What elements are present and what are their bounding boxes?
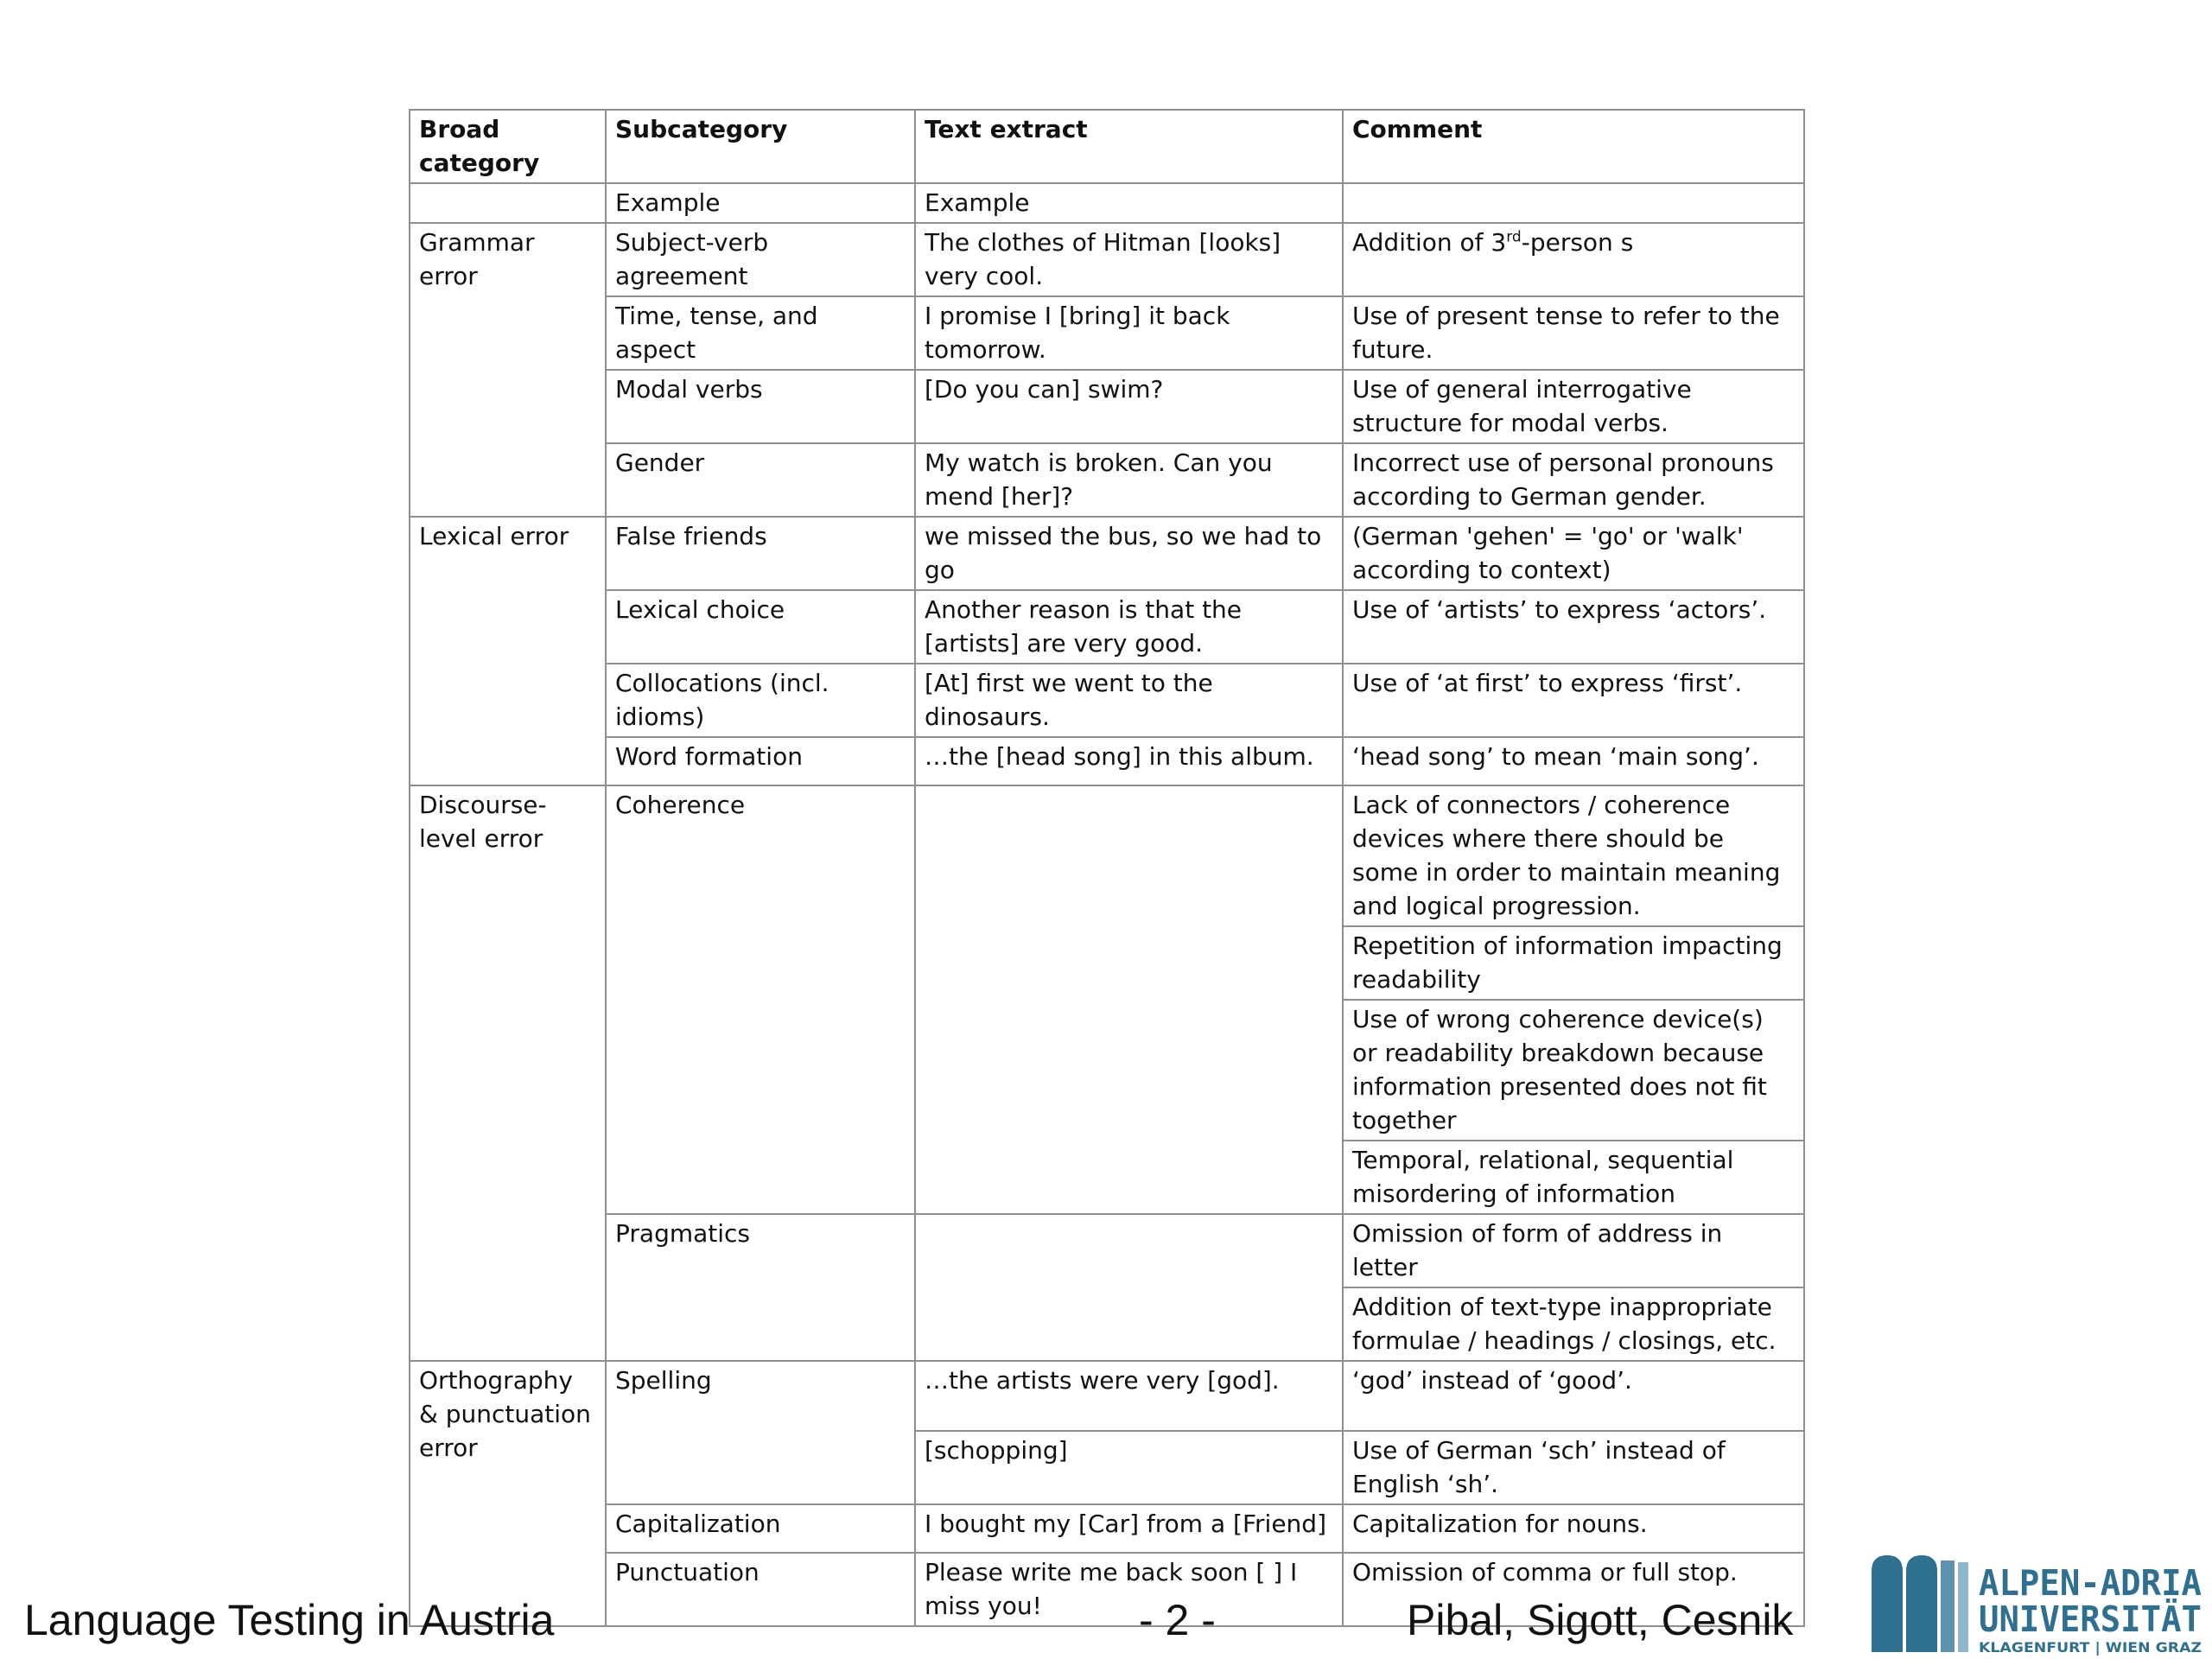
table-header-row — [410, 110, 1804, 183]
cell-subcategory: Time, tense, and aspect — [606, 296, 915, 370]
footer-authors: Pibal, Sigott, Cesnik — [1407, 1596, 1794, 1644]
table-row — [410, 1361, 1804, 1431]
cell-comment: Use of German ‘sch’ instead of English ‘sh’. — [1343, 1431, 1804, 1504]
cell-broad-category-discourse: Discourse-level error — [410, 785, 606, 1361]
cell-empty — [410, 183, 606, 223]
cell-text-extract: Please write me back soon [ ] I miss you! — [915, 1553, 1343, 1626]
ordinal-superscript: rd — [1506, 228, 1522, 246]
cell-subcategory: Pragmatics — [606, 1214, 915, 1361]
university-logo — [1868, 1545, 2205, 1657]
cell-comment: Use of present tense to refer to the future. — [1343, 296, 1804, 370]
cell-subcategory: Gender — [606, 443, 915, 517]
table-row — [410, 664, 1804, 737]
cell-broad-category-orthography: Orthography & punctuation error — [410, 1361, 606, 1626]
cell-comment: Lack of connectors / coherence devices where there should be some in order to maintain meaning and logical progression. — [1343, 785, 1804, 926]
cell-text-extract: Example — [915, 183, 1343, 223]
cell-broad-category-grammar: Grammar error — [410, 223, 606, 517]
header-text-extract: Text extract — [915, 110, 1343, 183]
cell-comment: Use of general interrogative structure for modal verbs. — [1343, 370, 1804, 443]
cell-text-extract: My watch is broken. Can you mend [her]? — [915, 443, 1343, 517]
cell-comment: Use of wrong coherence device(s) or readability breakdown because information presented does not fit together — [1343, 1000, 1804, 1141]
cell-subcategory: Capitalization — [606, 1504, 915, 1553]
cell-subcategory: Word formation — [606, 737, 915, 785]
cell-subcategory: Subject-verb agreement — [606, 223, 915, 296]
cell-comment: Use of ‘artists’ to express ‘actors’. — [1343, 590, 1804, 664]
table-row-example — [410, 183, 1804, 223]
header-comment: Comment — [1343, 110, 1804, 183]
cell-subcategory: Modal verbs — [606, 370, 915, 443]
cell-text-extract: Another reason is that the [artists] are very good. — [915, 590, 1343, 664]
cell-broad-category-lexical: Lexical error — [410, 517, 606, 785]
cell-text-extract: [At] first we went to the dinosaurs. — [915, 664, 1343, 737]
table-row — [410, 370, 1804, 443]
cell-text-extract-empty — [915, 1214, 1343, 1361]
table-row — [410, 1504, 1804, 1553]
cell-subcategory: Coherence — [606, 785, 915, 1214]
cell-comment: (German 'gehen' = 'go' or 'walk' according to context) — [1343, 517, 1804, 590]
error-category-table-container — [409, 109, 1803, 1627]
cell-text-extract: …the artists were very [god]. — [915, 1361, 1343, 1431]
table-row — [410, 590, 1804, 664]
cell-text-extract-empty — [915, 785, 1343, 1214]
cell-subcategory: Collocations (incl. idioms) — [606, 664, 915, 737]
cell-text-extract: …the [head song] in this album. — [915, 737, 1343, 785]
table-row — [410, 296, 1804, 370]
cell-comment: Use of ‘at first’ to express ‘first’. — [1343, 664, 1804, 737]
table-row — [410, 223, 1804, 296]
header-broad-category: Broad category — [410, 110, 606, 183]
header-subcategory: Subcategory — [606, 110, 915, 183]
cell-comment: Addition of text-type inappropriate formulae / headings / closings, etc. — [1343, 1287, 1804, 1361]
logo-line-3: KLAGENFURT | WIEN GRAZ — [1979, 1639, 2185, 1656]
cell-subcategory: Spelling — [606, 1361, 915, 1504]
cell-text-extract: [schopping] — [915, 1431, 1343, 1504]
cell-comment — [1343, 223, 1804, 296]
cell-comment: Omission of comma or full stop. — [1343, 1553, 1804, 1626]
comment-text: -person s — [1521, 228, 1634, 257]
cell-comment: Repetition of information impacting readability — [1343, 926, 1804, 1000]
table-row — [410, 737, 1804, 785]
logo-line-1: ALPEN-ADRIA — [1979, 1562, 2202, 1604]
university-logo-mark — [1872, 1555, 1968, 1652]
cell-comment: Omission of form of address in letter — [1343, 1214, 1804, 1287]
table-row — [410, 517, 1804, 590]
table-row — [410, 1214, 1804, 1287]
cell-comment: Capitalization for nouns. — [1343, 1504, 1804, 1553]
logo-line-2: UNIVERSITÄT — [1979, 1599, 2202, 1640]
cell-text-extract: we missed the bus, so we had to go — [915, 517, 1343, 590]
cell-text-extract: [Do you can] swim? — [915, 370, 1343, 443]
cell-text-extract: I bought my [Car] from a [Friend] — [915, 1504, 1343, 1553]
comment-text: Addition of 3 — [1352, 228, 1507, 257]
table-row — [410, 785, 1804, 926]
cell-subcategory: Lexical choice — [606, 590, 915, 664]
error-category-table — [409, 109, 1805, 1627]
footer-title: Language Testing in Austria — [24, 1596, 555, 1644]
cell-subcategory: Example — [606, 183, 915, 223]
cell-empty — [1343, 183, 1804, 223]
cell-text-extract: I promise I [bring] it back tomorrow. — [915, 296, 1343, 370]
cell-comment: ‘head song’ to mean ‘main song’. — [1343, 737, 1804, 785]
page-number: - 2 - — [1139, 1596, 1216, 1644]
cell-comment: ‘god’ instead of ‘good’. — [1343, 1361, 1804, 1431]
cell-comment: Incorrect use of personal pronouns according to German gender. — [1343, 443, 1804, 517]
cell-text-extract: The clothes of Hitman [looks] very cool. — [915, 223, 1343, 296]
cell-subcategory: Punctuation — [606, 1553, 915, 1626]
cell-comment: Temporal, relational, sequential misordering of information — [1343, 1141, 1804, 1214]
table-row — [410, 443, 1804, 517]
cell-subcategory: False friends — [606, 517, 915, 590]
